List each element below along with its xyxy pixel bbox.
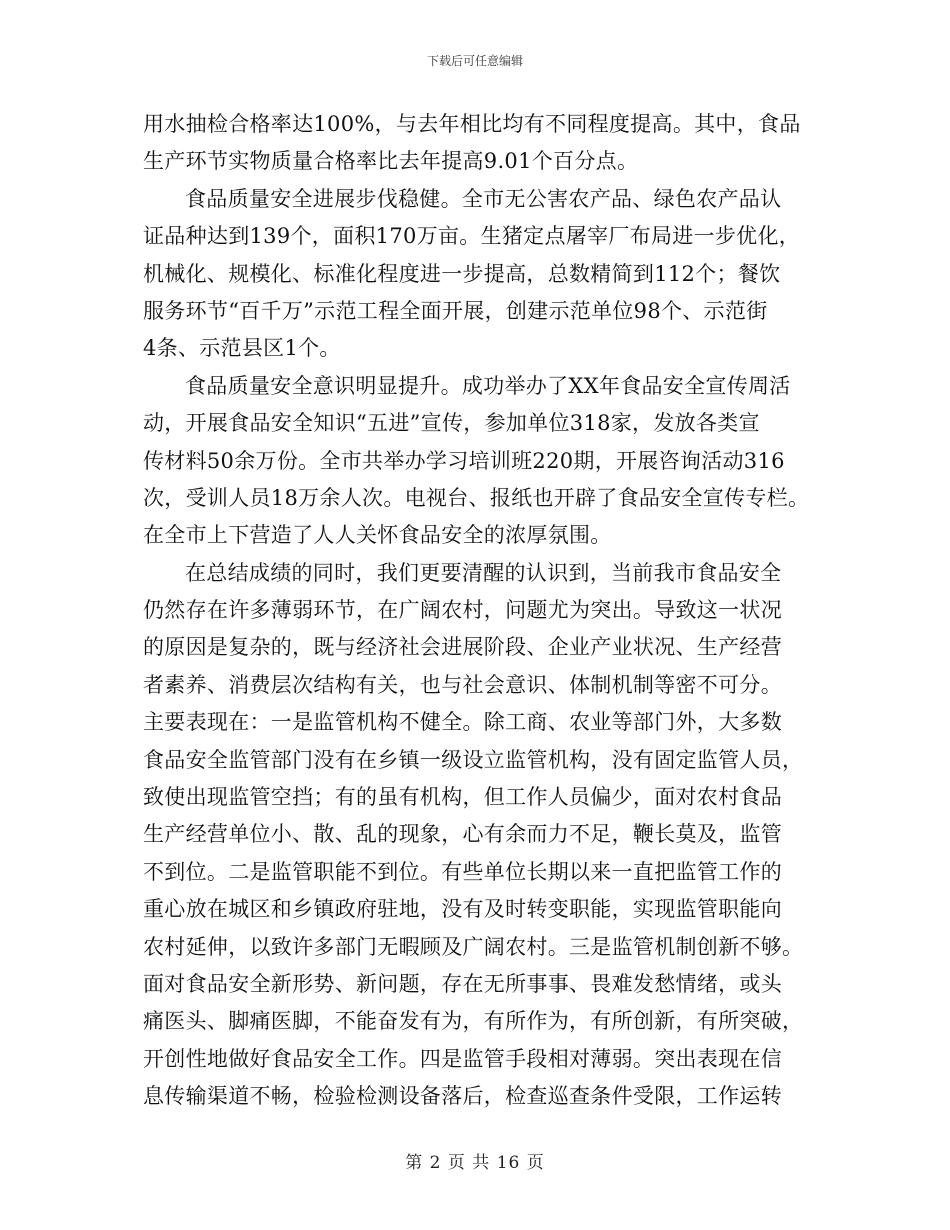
text-line: 食品质量安全进展步伐稳健。全市无公害农产品、绿色农产品认 (185, 186, 782, 211)
text-line: 致使出现监管空挡；有的虽有机构，但工作人员偏少，面对农村食品 (143, 785, 782, 810)
text-line: 主要表现在：一是监管机构不健全。除工商、农业等部门外，大多数 (143, 710, 782, 735)
text-line: 痛医头、脚痛医脚，不能奋发有为，有所作为，有所创新，有所突破， (143, 1009, 804, 1034)
text-line: 息传输渠道不畅，检验检测设备落后，检查巡查条件受限，工作运转 (143, 1084, 782, 1109)
text-line: 次，受训人员18万余人次。电视台、报纸也开辟了食品安全宣传专栏。 (143, 485, 810, 510)
page-header: 下载后可任意编辑 (426, 54, 523, 68)
text-line: 在总结成绩的同时，我们更要清醒的认识到，当前我市食品安全 (185, 560, 782, 585)
text-line: 不到位。二是监管职能不到位。有些单位长期以来一直把监管工作的 (143, 859, 782, 884)
text-line: 食品安全监管部门没有在乡镇一级设立监管机构，没有固定监管人员， (143, 747, 804, 772)
text-line: 服务环节“百千万”示范工程全面开展，创建示范单位98个、示范街 (143, 298, 768, 323)
text-line: 4条、示范县区1个。 (143, 336, 341, 361)
text-line: 在全市上下营造了人人关怀食品安全的浓厚氛围。 (143, 523, 612, 548)
text-line: 动，开展食品安全知识“五进”宣传，参加单位318家，发放各类宣 (143, 411, 760, 436)
text-line: 者素养、消费层次结构有关，也与社会意识、体制机制等密不可分。 (143, 672, 782, 697)
text-line: 机械化、规模化、标准化程度进一步提高，总数精简到112个；餐饮 (143, 261, 781, 286)
text-line: 生产环节实物质量合格率比去年提高9.01个百分点。 (143, 149, 639, 174)
text-line: 传材料50余万份。全市共举办学习培训班220期，开展咨询活动316 (143, 448, 785, 473)
text-line: 证品种达到139个，面积170万亩。生猪定点屠宰厂布局进一步优化， (143, 224, 801, 249)
document-body (143, 106, 811, 1116)
text-line: 生产经营单位小、散、乱的现象，心有余而力不足，鞭长莫及，监管 (143, 822, 782, 847)
text-line: 的原因是复杂的，既与经济社会进展阶段、企业产业状况、生产经营 (143, 635, 782, 660)
page-number-footer: 第 2 页 共 16 页 (405, 1153, 545, 1173)
text-line: 食品质量安全意识明显提升。成功举办了XX年食品安全宣传周活 (185, 373, 791, 398)
text-line: 农村延伸，以致许多部门无暇顾及广阔农村。三是监管机制创新不够。 (143, 934, 804, 959)
text-line: 开创性地做好食品安全工作。四是监管手段相对薄弱。突出表现在信 (143, 1046, 782, 1071)
text-line: 重心放在城区和乡镇政府驻地，没有及时转变职能，实现监管职能向 (143, 897, 782, 922)
text-line: 仍然存在许多薄弱环节，在广阔农村，问题尤为突出。导致这一状况 (143, 598, 782, 623)
text-line: 用水抽检合格率达100%，与去年相比均有不同程度提高。其中，食品 (143, 112, 801, 136)
text-line: 面对食品安全新形势、新问题，存在无所事事、畏难发愁情绪，或头 (143, 971, 782, 996)
